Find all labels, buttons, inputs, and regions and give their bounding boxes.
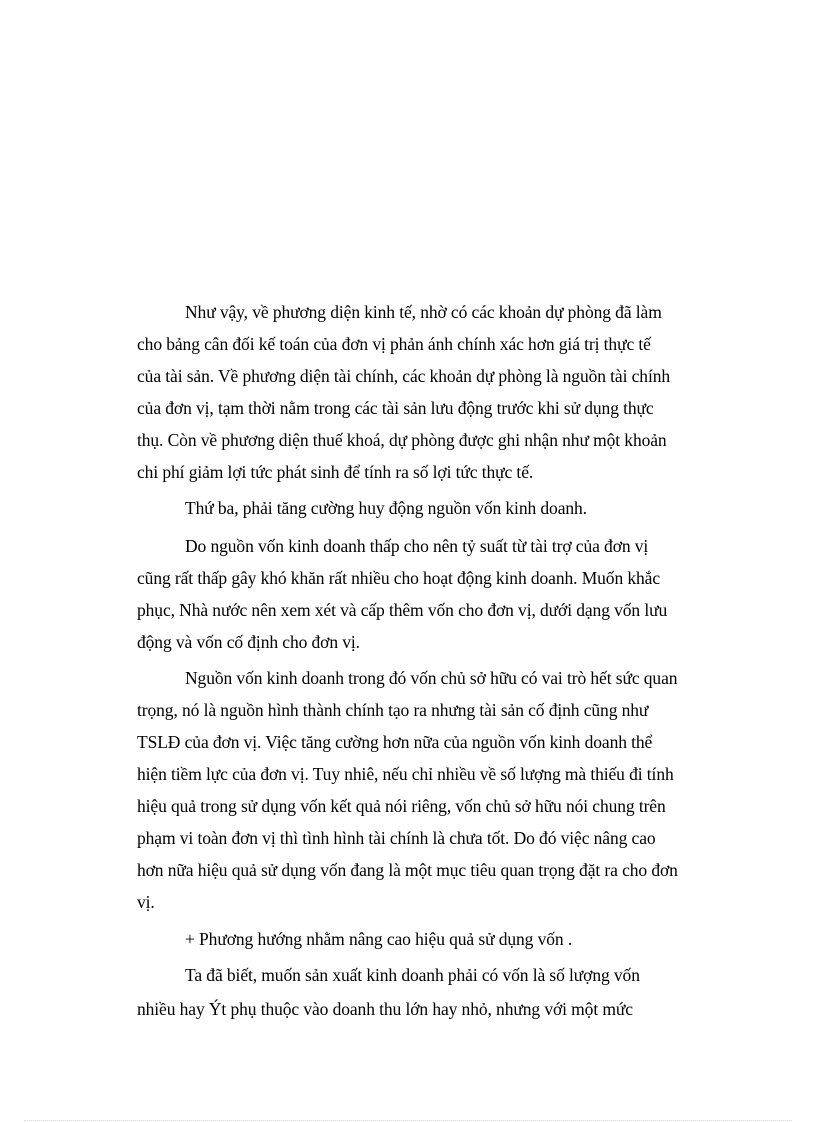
- page-bottom-divider: [24, 1120, 792, 1121]
- paragraph-4-line-7: hơn nữa hiệu quả sử dụng vốn đang là một mục tiêu quan trọng đặt ra cho đơn: [137, 860, 678, 880]
- paragraph-5-line-1: + Phương hướng nhằm nâng cao hiệu quả sử dụng vốn .: [185, 929, 573, 949]
- paragraph-1-line-5: thụ. Còn về phương diện thuế khoá, dự phòng được ghi nhận như một khoản: [137, 430, 667, 450]
- paragraph-1-line-1: Như vậy, về phương diện kinh tế, nhờ có các khoản dự phòng đã làm: [185, 302, 662, 322]
- paragraph-4-line-2: trọng, nó là nguồn hình thành chính tạo ra nhưng tài sản cố định cũng như: [137, 700, 649, 720]
- paragraph-1-line-2: cho bảng cân đối kế toán của đơn vị phản ánh chính xác hơn giá trị thực tế: [137, 334, 651, 354]
- paragraph-1-line-3: của tài sản. Về phương diện tài chính, các khoản dự phòng là nguồn tài chính: [137, 366, 671, 386]
- paragraph-3-line-1: Do nguồn vốn kinh doanh thấp cho nên tỷ suất từ tài trợ của đơn vị: [185, 536, 649, 556]
- paragraph-2-line-1: Thứ ba, phải tăng cường huy động nguồn vốn kinh doanh.: [185, 498, 587, 518]
- paragraph-4-line-4: hiện tiềm lực của đơn vị. Tuy nhiê, nếu chỉ nhiều về số lượng mà thiếu đi tính: [137, 764, 674, 784]
- paragraph-3-line-4: động và vốn cố định cho đơn vị.: [137, 632, 360, 652]
- paragraph-4-line-8: vị.: [137, 892, 155, 912]
- paragraph-6-line-2: nhiều hay Ýt phụ thuộc vào doanh thu lớn hay nhỏ, nhưng với một mức: [137, 999, 633, 1019]
- paragraph-6-line-1: Ta đã biết, muốn sản xuất kinh doanh phải có vốn là số lượng vốn: [185, 965, 640, 985]
- paragraph-4-line-1: Nguồn vốn kinh doanh trong đó vốn chủ sở hữu có vai trò hết sức quan: [185, 668, 678, 688]
- paragraph-3-line-3: phục, Nhà nước nên xem xét và cấp thêm vốn cho đơn vị, dưới dạng vốn lưu: [137, 600, 668, 620]
- paragraph-1-line-6: chi phí giảm lợi tức phát sinh để tính ra số lợi tức thực tế.: [137, 462, 534, 482]
- paragraph-4-line-3: TSLĐ của đơn vị. Việc tăng cường hơn nữa của nguồn vốn kinh doanh thể: [137, 732, 653, 752]
- paragraph-1-line-4: của đơn vị, tạm thời nằm trong các tài sản lưu động trước khi sử dụng thực: [137, 398, 654, 418]
- paragraph-4-line-5: hiệu quả trong sử dụng vốn kết quả nói riêng, vốn chủ sở hữu nói chung trên: [137, 796, 666, 816]
- paragraph-3-line-2: cũng rất thấp gây khó khăn rất nhiều cho hoạt động kinh doanh. Muốn khắc: [137, 568, 661, 588]
- paragraph-4-line-6: phạm vi toàn đơn vị thì tình hình tài chính là chưa tốt. Do đó việc nâng cao: [137, 828, 656, 848]
